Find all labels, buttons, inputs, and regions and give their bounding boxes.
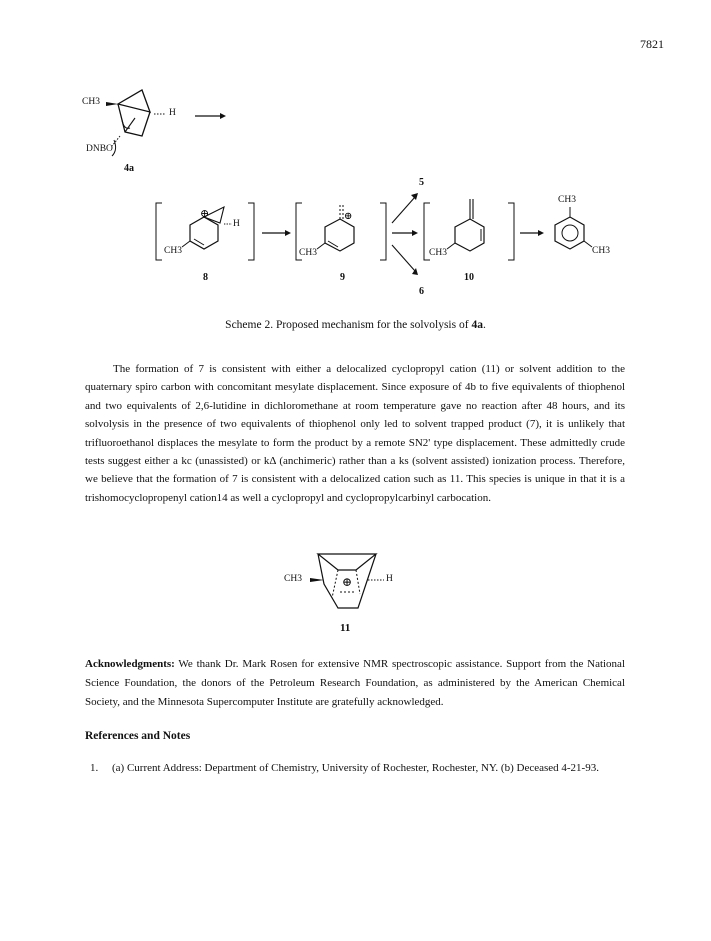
scheme-start-compound-4a [70,80,270,180]
acknowledgments-heading: Acknowledgments: [85,658,175,670]
figure-compound-11 [280,540,440,635]
compound-label-8: 8 [203,272,208,283]
methyl-label-10: CH3 [429,248,447,258]
acknowledgments-text: We thank Dr. Mark Rosen for extensive NMR spectroscopic assistance. Support from the National Science Foundation, the donors of the Petroleum Research Foundation, as administered by the American Chemical Society, and the Minnesota Supercomputer Institute are gratefully acknowledged. [85,658,625,708]
compound-label-9: 9 [340,272,345,283]
page-number: 7821 [640,37,664,51]
compound-4a-structure [70,80,270,180]
compound-11-structure [280,540,440,635]
mechanism-structures [140,175,610,305]
methyl-label-product-right: CH3 [592,246,610,256]
acknowledgments [85,655,625,712]
scheme-caption [0,319,711,331]
hydrogen-label: H [169,108,176,118]
compound-label-11: 11 [340,622,351,634]
body-paragraph: The formation of 7 is consistent with either a delocalized cyclopropyl cation (11) or solvent addition to the quaternary spiro carbon with concomitant mesylate displacement. Since exposure of 4b to five equivalents of thiophenol and two equivalents of 2,6-lutidine in dichloromethane at room temperature gave no reaction after 48 hours, and its solvolysis in the presence of two equivalents of thiophenol only led to solvent trapped product (7), it is unlikely that trifluoroethanol displaces the mesylate to form the product by a remote SN2' type displacement. These admittedly crude tests suggest either a kc (unassisted) or kΔ (anchimeric) rather than a ks (solvent assisted) ionization process. Therefore, we believe that the formation of 7 is consistent with a delocalized cation such as 11. This species is unique in that it is a trishomocyclopropenyl cation14 as well a cyclopropyl and cyclopropylcarbinyl carbocation. [85,363,625,504]
hydrogen-label-11: H [386,574,393,584]
caption-suffix: . [482,319,486,331]
caption-compound: 4a [471,319,483,331]
reference-text: (a) Current Address: Department of Chemistry, University of Rochester, Rochester, NY. (b) Deceased 4-21-93. [112,762,599,774]
compound-label-4a: 4a [124,163,134,174]
compound-label-6: 6 [419,286,424,297]
body-text [85,360,625,507]
hydrogen-label-8: H [233,219,240,229]
compound-label-10: 10 [464,272,474,283]
compound-label-5: 5 [419,177,424,188]
methyl-label-product-top: CH3 [558,195,576,205]
methyl-label-11: CH3 [284,574,302,584]
dnbo-label: DNBO [86,144,113,154]
methyl-label-9: CH3 [299,248,317,258]
caption-prefix: Scheme 2. Proposed mechanism for the solvolysis of [225,319,472,331]
svg-text:⊕: ⊕ [344,211,353,222]
methyl-label-8: CH3 [164,246,182,256]
reference-number: 1. [90,762,99,774]
methyl-label: CH3 [82,97,100,107]
svg-text:⊕: ⊕ [342,575,353,589]
references-title: References and Notes [85,730,191,742]
scheme-mechanism-row [140,175,610,305]
svg-text:⊕: ⊕ [200,208,210,220]
